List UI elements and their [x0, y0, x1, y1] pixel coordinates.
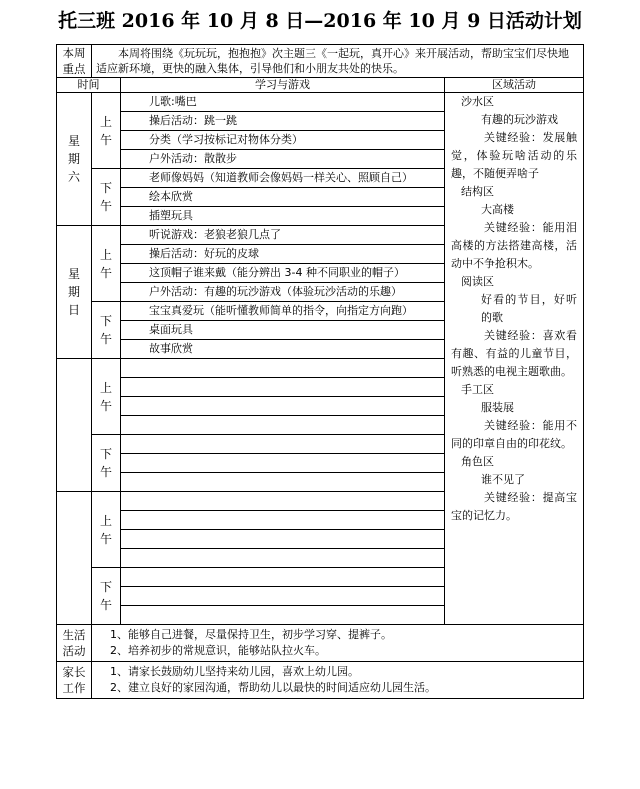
activity-cell: [121, 606, 445, 625]
area-activity-name: 有趣的玩沙游戏: [481, 113, 558, 126]
morning-label: [92, 226, 121, 302]
day-label: [57, 226, 92, 359]
activity-cell: 桌面玩具: [121, 321, 445, 340]
activity-plan-table: [56, 44, 584, 699]
weekly-focus-row: [57, 45, 584, 78]
activity-cell: 听说游戏：老狼老狼几点了: [121, 226, 445, 245]
area-key-experience: 关键经验：喜欢看有趣、有益的儿童节目，听熟悉的电视主题歌曲。: [451, 329, 578, 378]
header-time: 时间: [57, 78, 121, 93]
weekly-focus-text: 本周将围绕《玩玩玩，抱抱抱》次主题三《一起玩，真开心》来开展活动，帮助宝宝们尽快地适应新环境，更快的融入集体，引导他们和小朋友共处的快乐。: [92, 45, 584, 78]
afternoon-label: [92, 169, 121, 226]
half-day-text: 上 午: [99, 114, 112, 147]
life-activities-label: 生活活动: [57, 625, 92, 662]
half-day-text: 上 午: [99, 513, 112, 546]
weekly-focus-label: 本周重点: [57, 45, 92, 78]
area-zone: 手工区: [461, 383, 494, 396]
afternoon-label: [92, 302, 121, 359]
life-activities-row: [57, 625, 584, 662]
header-row: [57, 78, 584, 93]
parent-work-label: 家长工作: [57, 662, 92, 699]
area-key-experience: 关键经验：能用不同的印章自由的印花纹。: [451, 419, 578, 450]
header-learning: 学习与游戏: [121, 78, 445, 93]
day-label: [57, 93, 92, 226]
activity-cell: [121, 454, 445, 473]
header-area: 区域活动: [445, 78, 584, 93]
parent-work-row: [57, 662, 584, 699]
area-activity-name: 服装展: [481, 401, 514, 414]
activity-cell: 老师像妈妈（知道教师会像妈妈一样关心、照顾自己）: [121, 169, 445, 188]
half-day-text: 下 午: [99, 314, 112, 346]
half-day-text: 下 午: [99, 447, 112, 479]
activity-cell: 故事欣赏: [121, 340, 445, 359]
day-text: 星 期 日: [67, 267, 80, 317]
page-title: 托三班 2016 年 10 月 8 日—2016 年 10 月 9 日活动计划: [58, 10, 582, 32]
activity-cell: [121, 511, 445, 530]
activity-cell: [121, 435, 445, 454]
activity-cell: 操后活动：好玩的皮球: [121, 245, 445, 264]
area-activity-name: 谁不见了: [481, 473, 525, 486]
morning-label: [92, 492, 121, 568]
activity-cell: [121, 530, 445, 549]
area-activities: [445, 93, 584, 625]
area-zone: 阅读区: [461, 275, 494, 288]
afternoon-label: [92, 435, 121, 492]
morning-label: [92, 359, 121, 435]
day-label: [57, 492, 92, 625]
half-day-text: 下 午: [99, 181, 112, 213]
activity-cell: [121, 568, 445, 587]
area-zone: 角色区: [461, 455, 494, 468]
activity-cell: 户外活动：散散步: [121, 150, 445, 169]
area-key-experience: 关键经验：发展触觉，体验玩啥活动的乐趣，不随便弄啥子: [451, 131, 578, 180]
activity-cell: 户外活动：有趣的玩沙游戏（体验玩沙活动的乐趣）: [121, 283, 445, 302]
area-activity-name: 大高楼: [481, 203, 514, 216]
afternoon-label: [92, 568, 121, 625]
activity-cell: [121, 397, 445, 416]
area-key-experience: 关键经验：能用泪高楼的方法搭建高楼，活动中不争抢积木。: [451, 221, 578, 270]
parent-work-text: [92, 662, 584, 699]
area-activity-name: 好看的节目，好听的歌: [481, 293, 578, 324]
activity-cell: [121, 492, 445, 511]
schedule-row: [57, 93, 584, 112]
day-text: 星 期 六: [67, 134, 80, 184]
activity-cell: [121, 587, 445, 606]
half-day-text: 上 午: [99, 380, 112, 413]
activity-cell: [121, 416, 445, 435]
activity-cell: 宝宝真爱玩（能听懂教师简单的指令，向指定方向跑）: [121, 302, 445, 321]
activity-cell: [121, 473, 445, 492]
footer-item: 1、能够自己进餐，尽量保持卫生，初步学习穿、提裤子。: [110, 628, 392, 641]
activity-cell: 分类（学习按标记对物体分类）: [121, 131, 445, 150]
footer-item: 2、建立良好的家园沟通，帮助幼儿以最快的时间适应幼儿园生活。: [110, 681, 436, 694]
activity-cell: 绘本欣赏: [121, 188, 445, 207]
area-key-experience: 关键经验：提高宝宝的记忆力。: [451, 491, 578, 522]
activity-cell: 这顶帽子谁来戴（能分辨出 3-4 种不同职业的帽子）: [121, 264, 445, 283]
day-label: [57, 359, 92, 492]
life-activities-text: [92, 625, 584, 662]
activity-cell: 插塑玩具: [121, 207, 445, 226]
activity-cell: [121, 378, 445, 397]
activity-cell: [121, 549, 445, 568]
footer-item: 1、请家长鼓励幼儿坚持来幼儿园，喜欢上幼儿园。: [110, 665, 359, 678]
activity-cell: 操后活动：跳一跳: [121, 112, 445, 131]
half-day-text: 上 午: [99, 247, 112, 280]
area-zone: 沙水区: [461, 95, 494, 108]
activity-cell: 儿歌:嘴巴: [121, 93, 445, 112]
half-day-text: 下 午: [99, 580, 112, 612]
morning-label: [92, 93, 121, 169]
activity-cell: [121, 359, 445, 378]
area-zone: 结构区: [461, 185, 494, 198]
footer-item: 2、培养初步的常规意识，能够站队拉火车。: [110, 644, 326, 657]
